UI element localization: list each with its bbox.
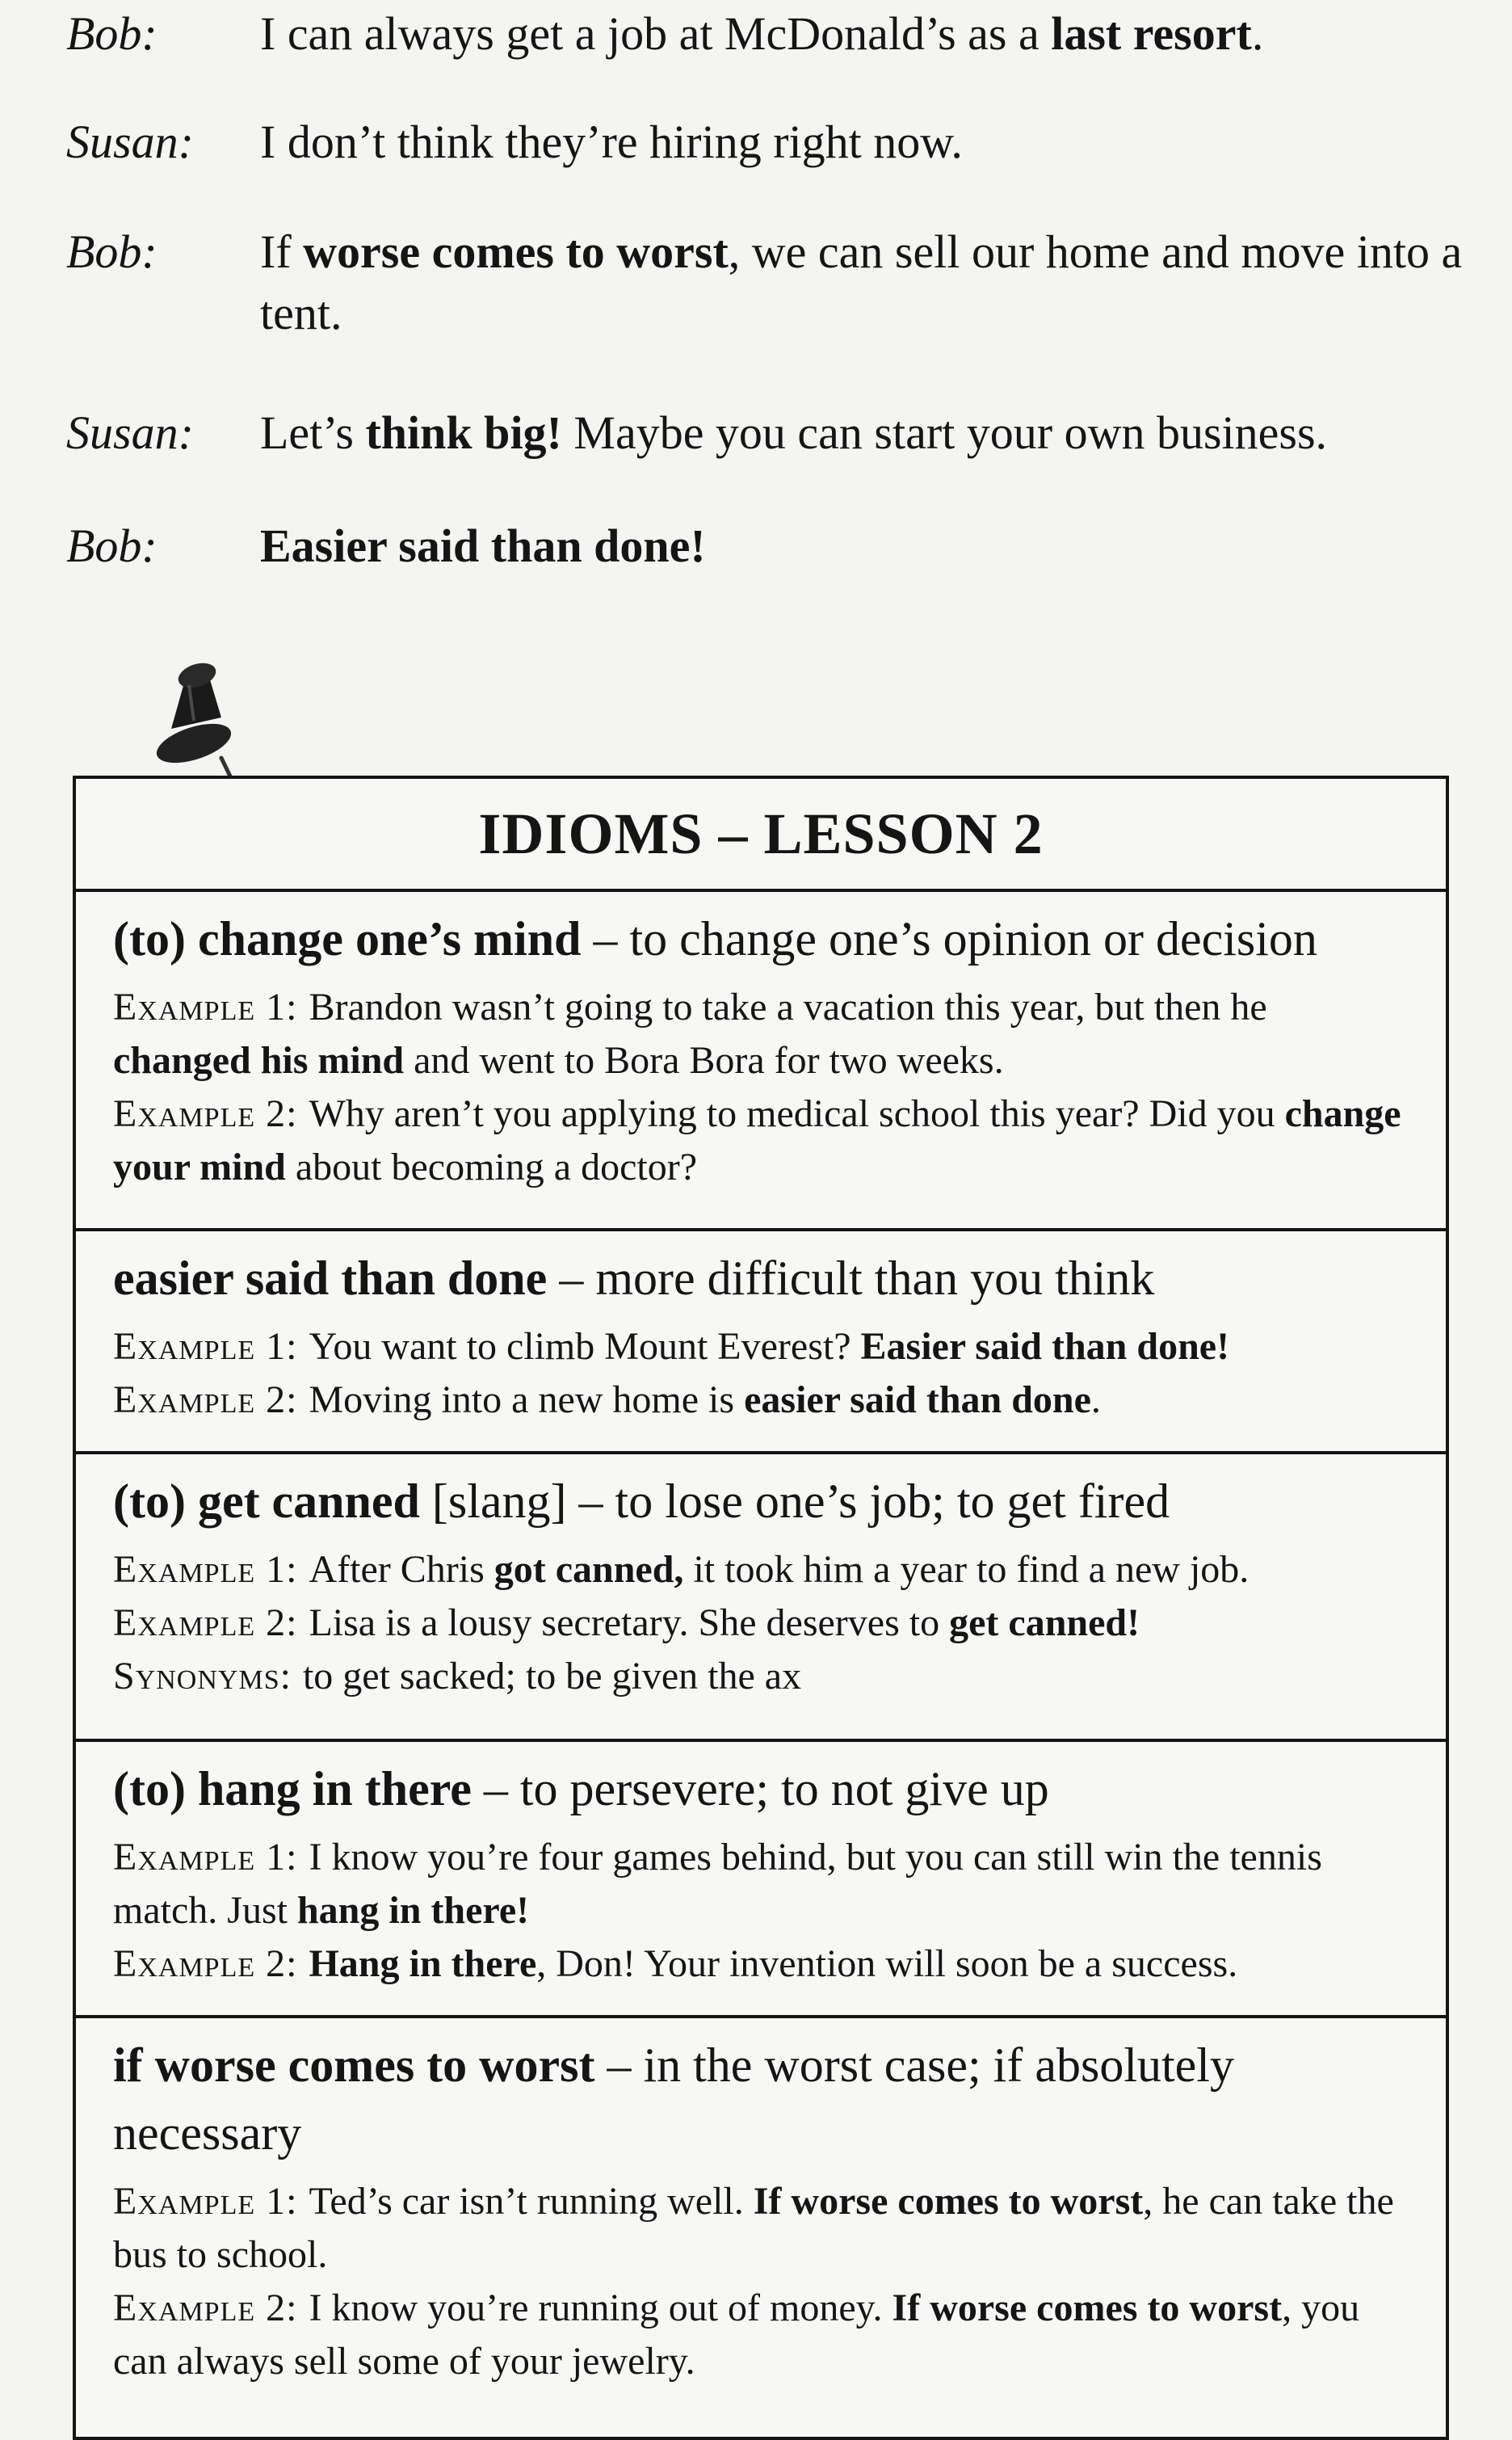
idioms-box (73, 776, 1449, 2440)
speaker-name: Bob: (66, 225, 158, 278)
speech-text: I can always get a job at McDonald’s as a last resort. (260, 7, 1264, 60)
synonyms: Synonyms: to get sacked; to be given the ax (113, 1655, 802, 1697)
idiom-entry (76, 1742, 1446, 2018)
speech-text: I don’t think they’re hiring right now. (260, 116, 963, 168)
example: Example 1: I know you’re four games behind, but you can still win the tennis match. Just hang in there! (113, 1836, 1322, 1932)
speaker-name: Susan: (66, 116, 194, 168)
box-title: IDIOMS – LESSON 2 (76, 779, 1446, 892)
idiom-headword: if worse comes to worst – in the worst case; if absolutely necessary (113, 2038, 1234, 2160)
example: Example 2: Moving into a new home is easier said than done. (113, 1378, 1101, 1421)
example: Example 1: Ted’s car isn’t running well. If worse comes to worst, he can take the bus to school. (113, 2180, 1394, 2276)
speaker-name: Bob: (66, 7, 158, 60)
speaker-name: Susan: (66, 406, 194, 459)
example: Example 1: Brandon wasn’t going to take a vacation this year, but then he changed his mind and went to Bora Bora for two weeks. (113, 986, 1267, 1082)
dialogue-line (66, 515, 1488, 577)
speech-text: If worse comes to worst, we can sell our home and move into a tent. (260, 225, 1463, 339)
dialogue-line (66, 3, 1488, 65)
example: Example 2: I know you’re running out of money. If worse comes to worst, you can always sell some of your jewelry. (113, 2286, 1360, 2383)
example: Example 2: Lisa is a lousy secretary. She deserves to get canned! (113, 1601, 1140, 1644)
idiom-headword: (to) change one’s mind – to change one’s opinion or decision (113, 912, 1317, 965)
speech-text: Easier said than done! (260, 520, 706, 572)
idiom-entry (76, 892, 1446, 1231)
example: Example 2: Why aren’t you applying to medical school this year? Did you change your mind about becoming a doctor? (113, 1092, 1401, 1188)
idiom-entry (76, 1454, 1446, 1742)
speech-text: Let’s think big! Maybe you can start your own business. (260, 406, 1328, 459)
idiom-headword: easier said than done – more difficult than you think (113, 1252, 1155, 1305)
speaker-name: Bob: (66, 520, 158, 572)
example: Example 1: After Chris got canned, it took him a year to find a new job. (113, 1548, 1250, 1591)
dialogue-line (66, 221, 1488, 344)
idiom-entry (76, 1231, 1446, 1454)
dialogue-line (66, 111, 1488, 173)
example: Example 1: You want to climb Mount Everest? Easier said than done! (113, 1325, 1230, 1368)
idiom-entry (76, 2018, 1446, 2388)
dialogue-line (66, 402, 1488, 464)
example: Example 2: Hang in there, Don! Your invention will soon be a success. (113, 1942, 1238, 1985)
idiom-headword: (to) hang in there – to persevere; to not give up (113, 1762, 1049, 1815)
idiom-headword: (to) get canned [slang] – to lose one’s job; to get fired (113, 1475, 1170, 1528)
